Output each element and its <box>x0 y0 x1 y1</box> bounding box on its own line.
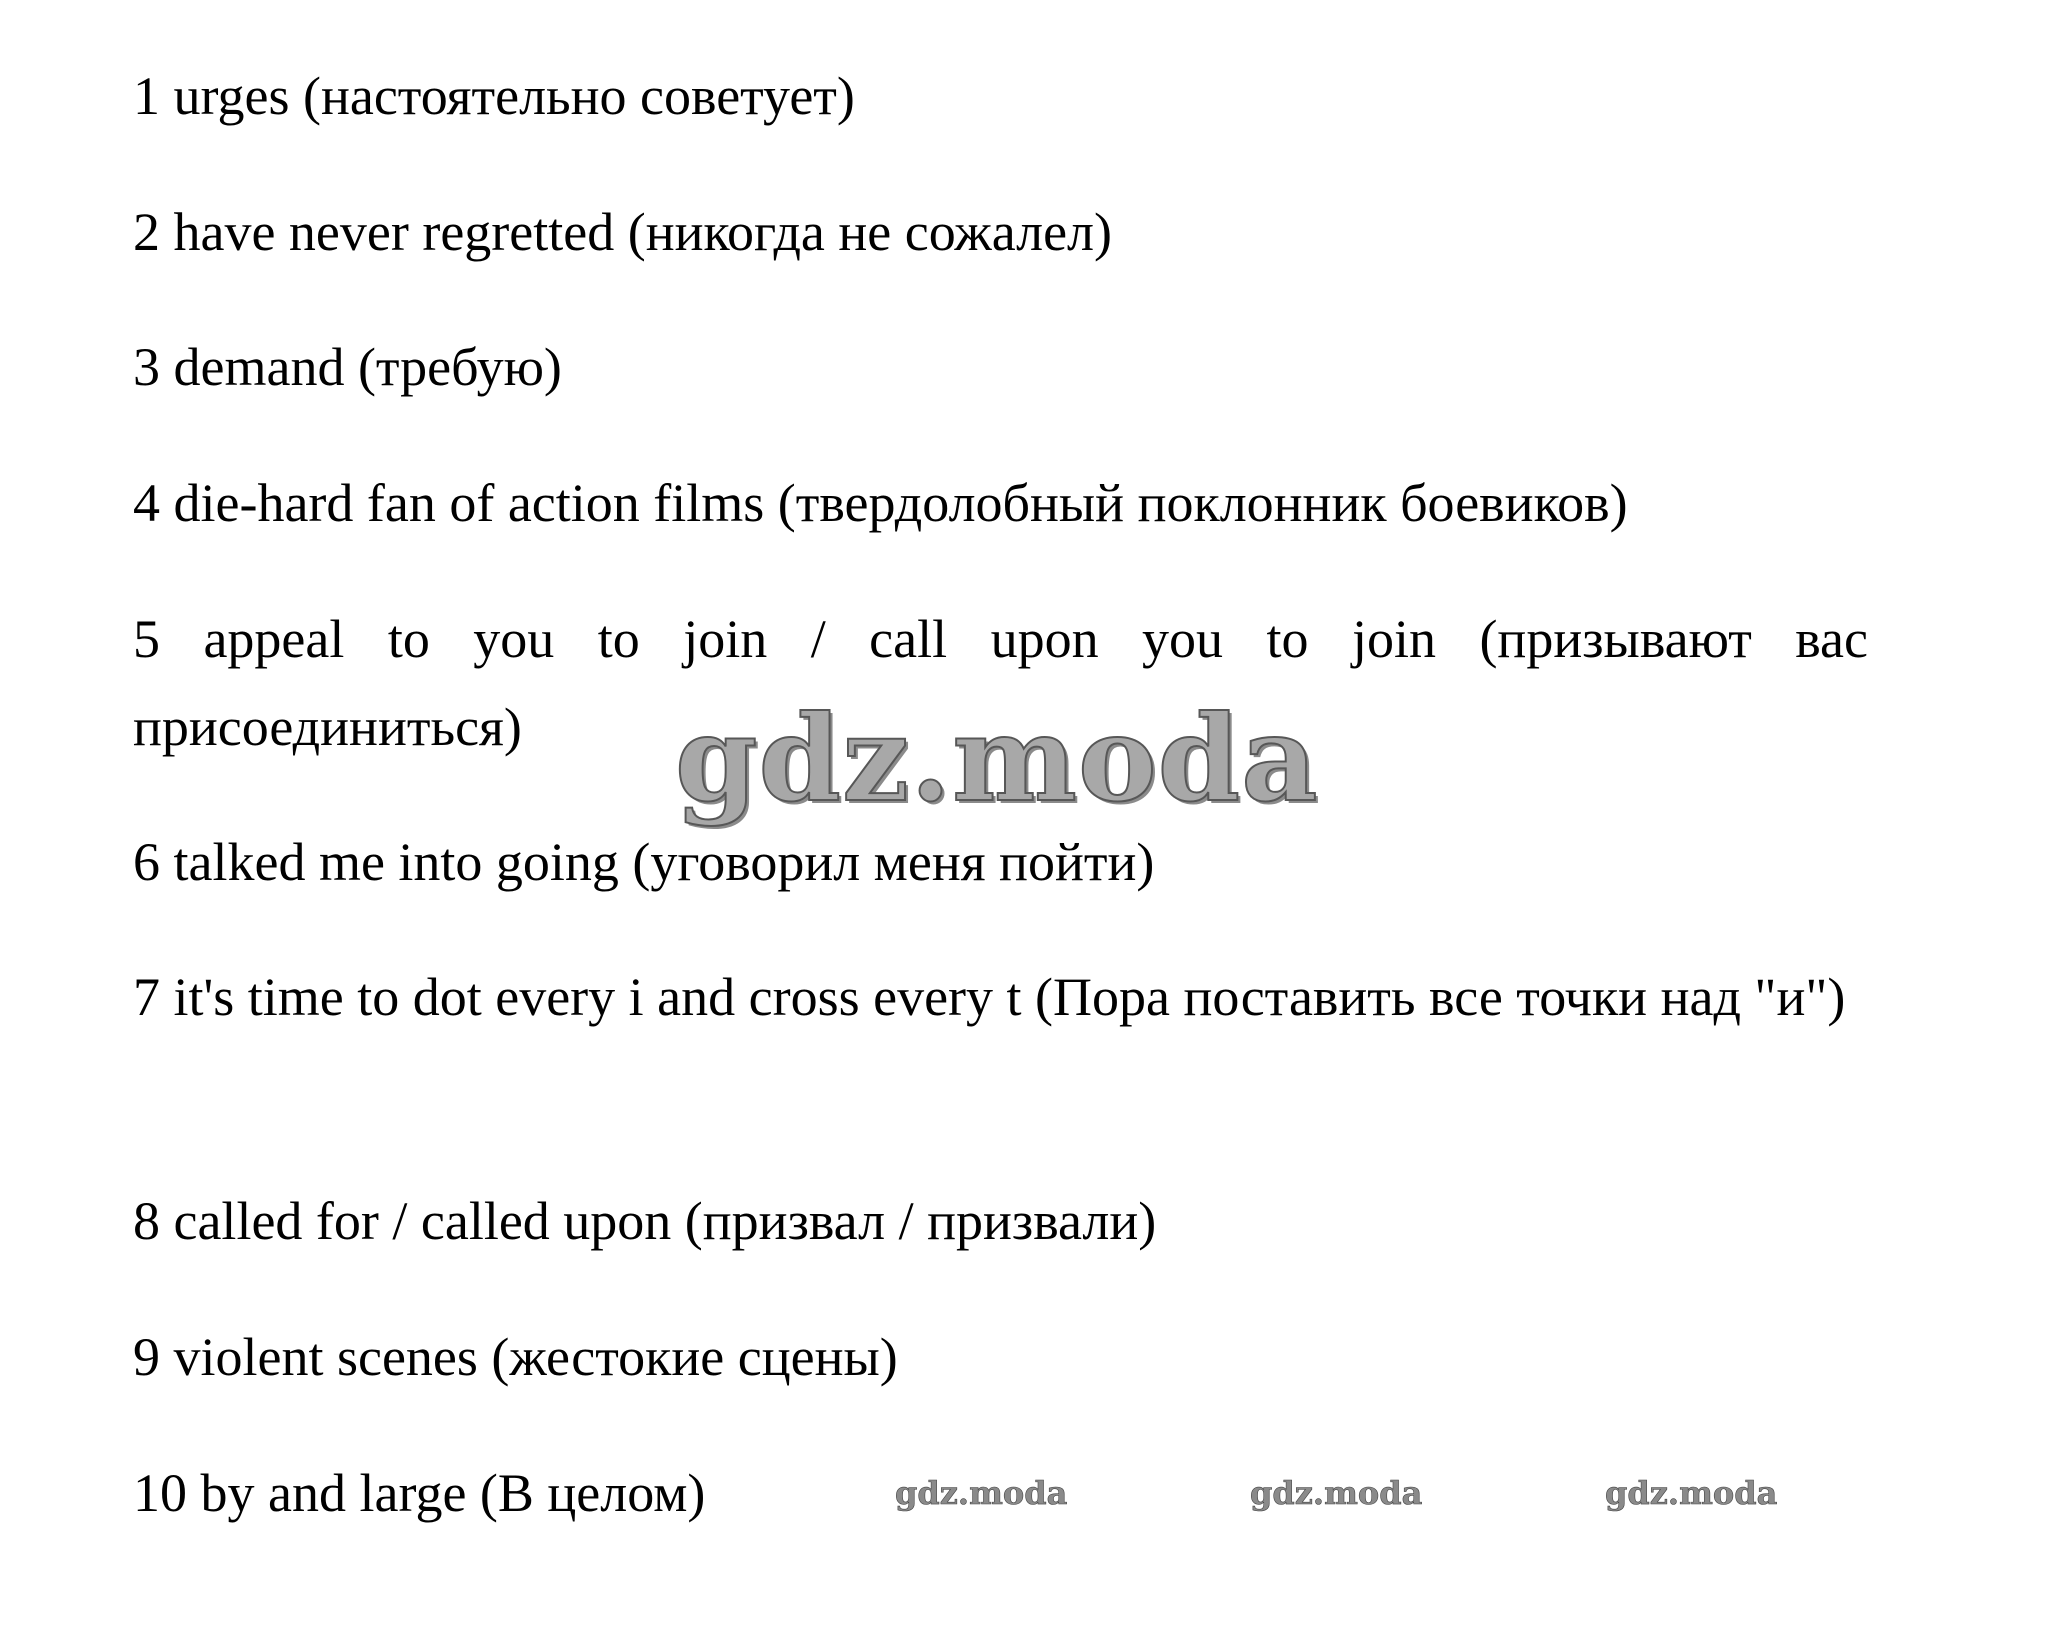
answer-1: 1 urges (настоятельно советует) <box>133 66 855 126</box>
answer-6: 6 talked me into going (уговорил меня пойти) <box>133 832 1155 892</box>
answer-4: 4 die-hard fan of action films (твердолобный поклонник боевиков) <box>133 473 1628 533</box>
watermark-small-1: gdz.moda <box>895 1474 1068 1512</box>
answer-10: 10 by and large (В целом) <box>133 1463 706 1523</box>
answer-2: 2 have never regretted (никогда не сожалел) <box>133 202 1112 262</box>
answer-8: 8 called for / called upon (призвал / призвали) <box>133 1191 1157 1251</box>
answer-7: 7 it's time to dot every i and cross every t (Пора поставить все точки над "и") <box>133 967 1846 1027</box>
watermark-small-3: gdz.moda <box>1605 1474 1778 1512</box>
answer-5: 5 appeal to you to join / call upon you to join (призывают вас присоединиться) <box>133 609 1868 757</box>
answer-9: 9 violent scenes (жестокие сцены) <box>133 1327 898 1387</box>
answer-3: 3 demand (требую) <box>133 337 562 397</box>
watermark-small-2: gdz.moda <box>1250 1474 1423 1512</box>
watermark-logo: gdz.moda <box>675 689 1319 828</box>
